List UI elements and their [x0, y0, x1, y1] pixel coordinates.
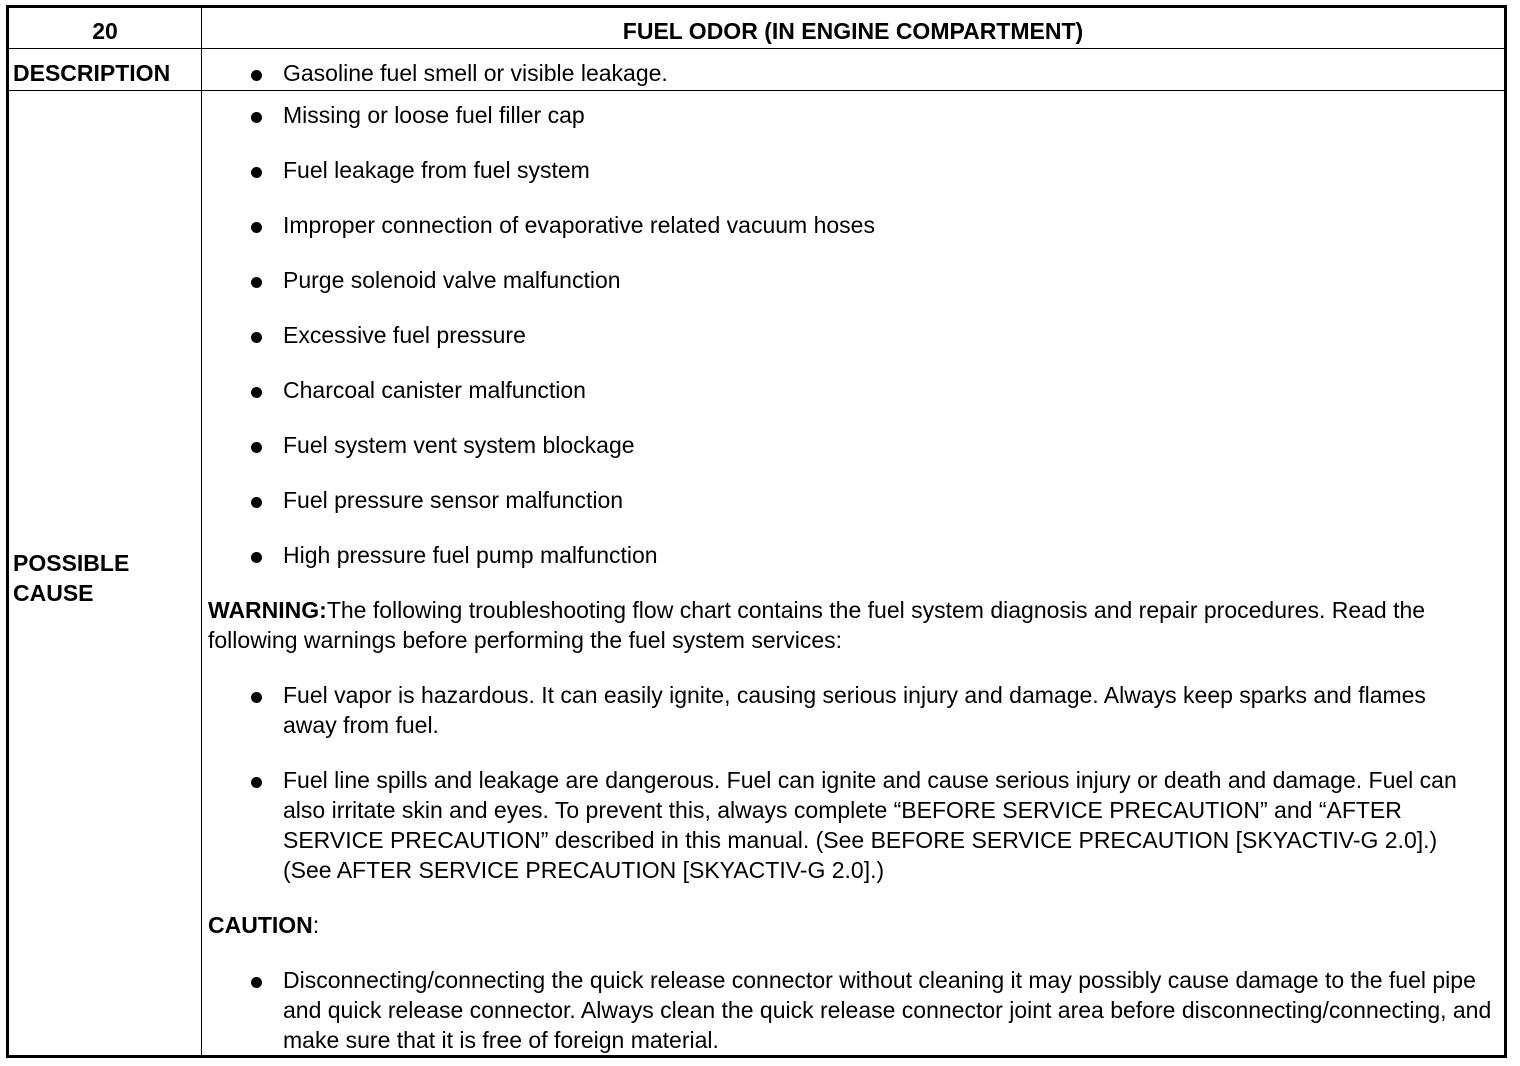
- bullet-icon: [251, 497, 262, 508]
- warning-item: Fuel vapor is hazardous. It can easily ignite, causing serious injury and damage. Always keep sparks and flames away from fuel.: [283, 682, 1426, 738]
- item-number: 20: [92, 18, 118, 44]
- table-title: FUEL ODOR (IN ENGINE COMPARTMENT): [622, 18, 1084, 44]
- cause-item: Missing or loose fuel filler cap: [283, 102, 585, 128]
- row-divider-header: [9, 48, 1504, 49]
- bullet-icon: [251, 692, 262, 703]
- warning-text: The following troubleshooting flow chart contains the fuel system diagnosis and repair procedures. Read the following warnings before performing the fuel system services:: [208, 597, 1426, 653]
- bullet-icon: [251, 977, 262, 988]
- column-divider: [201, 8, 202, 1055]
- bullet-icon: [251, 70, 262, 81]
- bullet-icon: [251, 277, 262, 288]
- row-divider-description: [9, 90, 1504, 91]
- bullet-icon: [251, 222, 262, 233]
- possible-cause-label-line2: CAUSE: [13, 580, 94, 606]
- bullet-icon: [251, 442, 262, 453]
- bullet-icon: [251, 387, 262, 398]
- caution-label: CAUTION: [208, 912, 313, 938]
- warning-item: Fuel line spills and leakage are dangerous. Fuel can ignite and cause serious injury or death and damage. Fuel can also irritate skin and eyes. To prevent this, always complete “BEFORE SERVICE PRECAUTION” and “AFTER SERVICE PRECAUTION” described in this manual. (See BEFORE SERVICE PRECAUTION [SKYACTIV-G 2.0].) (See AFTER SERVICE PRECAUTION [SKYACTIV-G 2.0].): [283, 767, 1457, 883]
- bullet-icon: [251, 332, 262, 343]
- cause-item: High pressure fuel pump malfunction: [283, 542, 658, 568]
- cause-item: Excessive fuel pressure: [283, 322, 526, 348]
- cause-item: Improper connection of evaporative related vacuum hoses: [283, 212, 875, 238]
- caution-colon: :: [312, 912, 320, 938]
- warning-label: WARNING:: [208, 597, 327, 623]
- cause-item: Purge solenoid valve malfunction: [283, 267, 621, 293]
- caution-item: Disconnecting/connecting the quick release connector without cleaning it may possibly cause damage to the fuel pipe and quick release connector. Always clean the quick release connector joint area before disconnecting/connecting, and make sure that it is free of foreign material.: [283, 967, 1492, 1053]
- bullet-icon: [251, 552, 262, 563]
- caution-block: [208, 910, 1504, 940]
- bullet-icon: [251, 112, 262, 123]
- possible-cause-label: [13, 548, 129, 608]
- cause-item: Fuel system vent system blockage: [283, 432, 635, 458]
- description-item: Gasoline fuel smell or visible leakage.: [283, 60, 668, 86]
- bullet-icon: [251, 167, 262, 178]
- cause-item: Fuel pressure sensor malfunction: [283, 487, 624, 513]
- cause-item: Charcoal canister malfunction: [283, 377, 586, 403]
- description-label: DESCRIPTION: [13, 60, 171, 86]
- possible-cause-label-line1: POSSIBLE: [13, 550, 130, 576]
- cause-item: Fuel leakage from fuel system: [283, 157, 590, 183]
- warning-block: [208, 595, 1504, 655]
- bullet-icon: [251, 777, 262, 788]
- troubleshooting-table: [6, 5, 1507, 1058]
